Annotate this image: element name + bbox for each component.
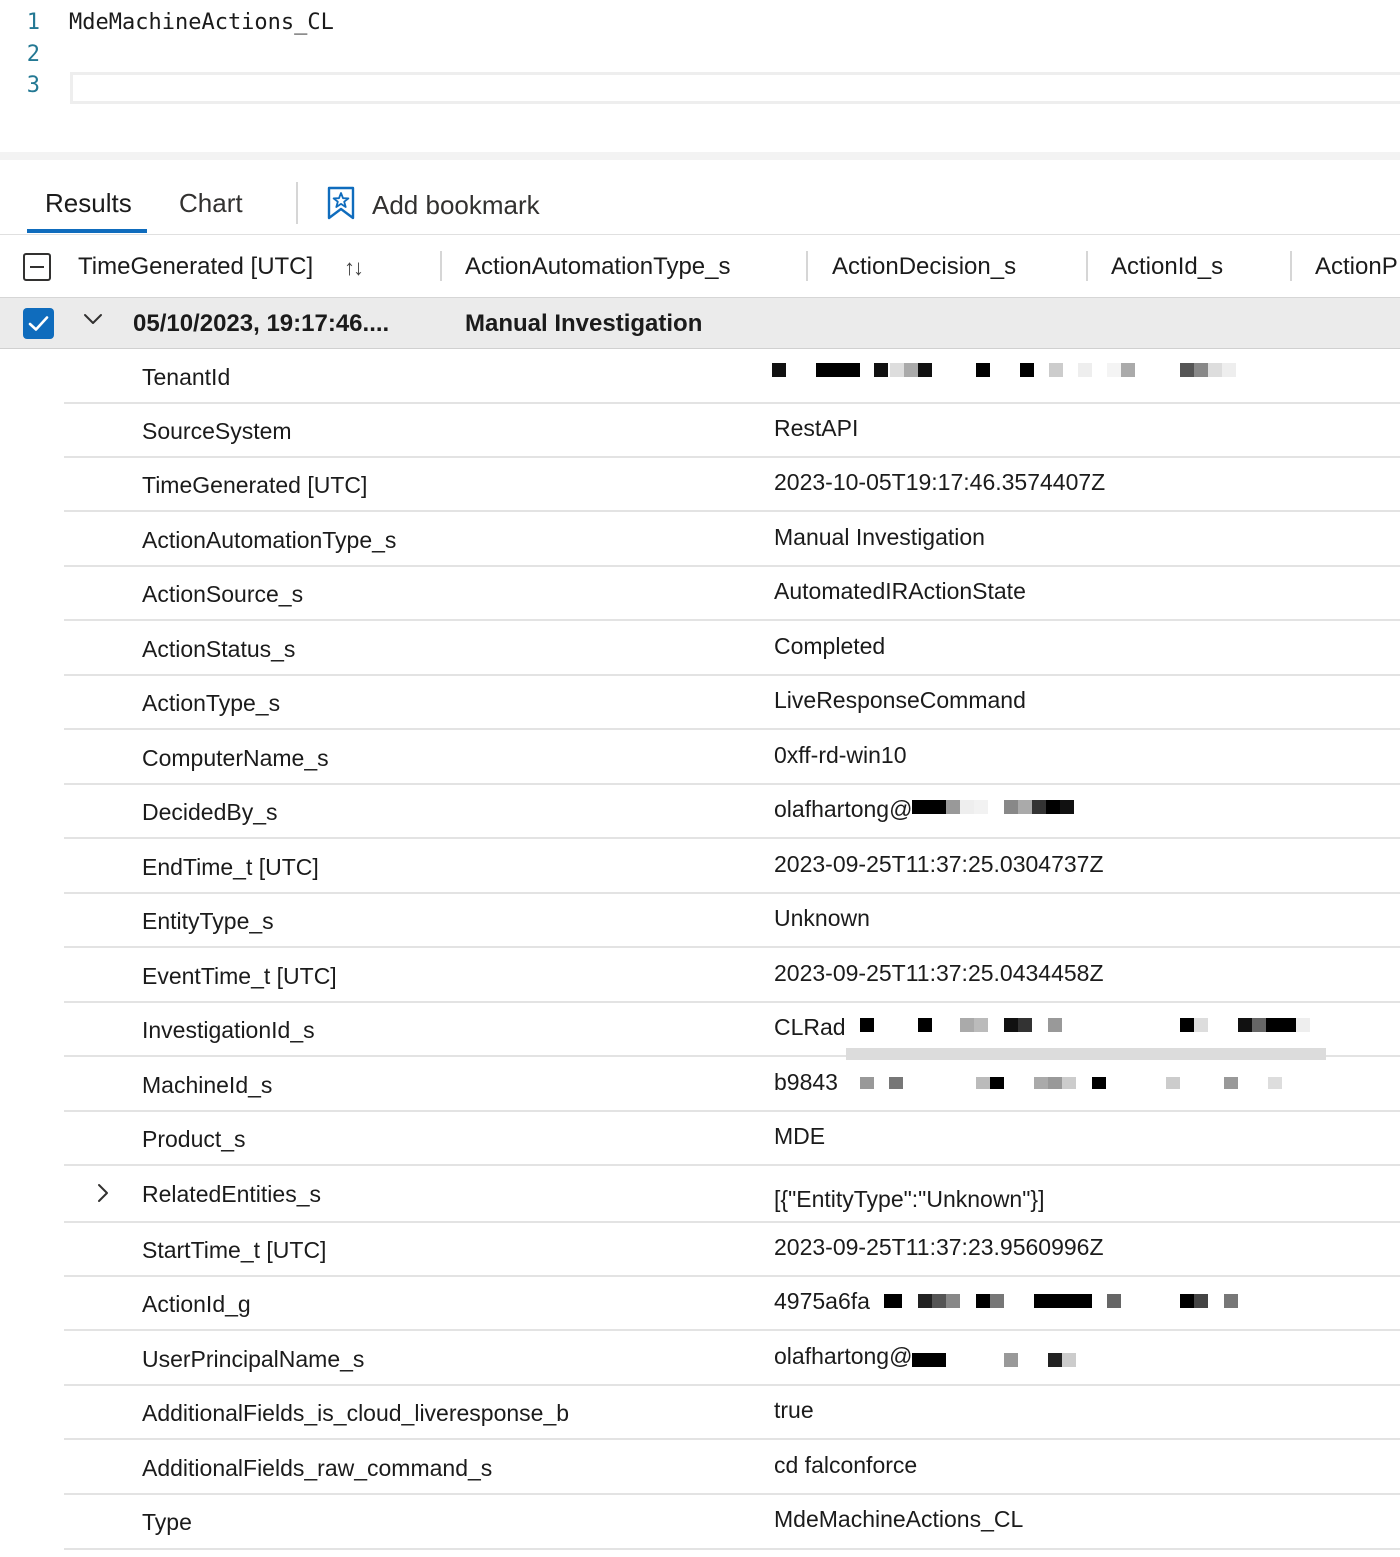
line-number: 3 — [26, 73, 40, 98]
detail-row — [64, 1276, 1400, 1331]
detail-key: TimeGenerated [UTC] — [142, 472, 368, 498]
detail-key: EntityType_s — [142, 908, 274, 934]
detail-key: ActionType_s — [142, 690, 281, 716]
detail-value: [{"EntityType":"Unknown"}] — [774, 1186, 1045, 1212]
detail-value: Manual Investigation — [774, 524, 985, 550]
checkmark-icon — [28, 315, 49, 332]
column-resizer[interactable] — [1086, 251, 1088, 281]
detail-row — [64, 1494, 1400, 1550]
line-number: 1 — [26, 10, 40, 35]
detail-row — [64, 566, 1400, 621]
detail-row — [64, 1385, 1400, 1440]
editor-results-splitter[interactable] — [0, 152, 1400, 160]
detail-row — [64, 1111, 1400, 1166]
detail-row — [64, 457, 1400, 512]
detail-key: ActionAutomationType_s — [142, 527, 397, 553]
column-header-actionautomationtype[interactable]: ActionAutomationType_s — [465, 253, 731, 280]
column-resizer[interactable] — [440, 251, 442, 281]
detail-key: ActionSource_s — [142, 581, 304, 607]
row-checkbox[interactable] — [23, 308, 54, 339]
bookmark-star-icon[interactable] — [326, 186, 356, 220]
detail-row — [64, 403, 1400, 458]
column-header-actionid[interactable]: ActionId_s — [1111, 253, 1224, 280]
detail-value: 2023-10-05T19:17:46.3574407Z — [774, 469, 1106, 495]
column-header-actiondecision[interactable]: ActionDecision_s — [832, 253, 1017, 280]
detail-value: RestAPI — [774, 415, 859, 441]
detail-row — [64, 1057, 1400, 1112]
detail-value: AutomatedIRActionState — [774, 578, 1026, 604]
detail-value: olafhartong@ — [774, 1343, 913, 1369]
detail-value: 2023-09-25T11:37:23.9560996Z — [774, 1234, 1104, 1260]
tab-results-indicator — [27, 229, 147, 233]
detail-key: EndTime_t [UTC] — [142, 854, 319, 880]
detail-row — [64, 784, 1400, 839]
tab-results[interactable]: Results — [45, 188, 132, 218]
detail-row — [64, 1222, 1400, 1277]
detail-key: AdditionalFields_is_cloud_liveresponse_b — [142, 1400, 570, 1426]
add-bookmark-button[interactable]: Add bookmark — [372, 190, 540, 220]
toolbar-divider — [296, 182, 298, 224]
table-row-selected[interactable] — [0, 298, 1400, 349]
detail-row — [64, 893, 1400, 948]
detail-value: 4975a6fa — [774, 1288, 870, 1314]
detail-value: cd falconforce — [774, 1452, 918, 1478]
detail-value: CLRad — [774, 1014, 846, 1040]
detail-key: ActionStatus_s — [142, 636, 296, 662]
detail-key: UserPrincipalName_s — [142, 1346, 365, 1372]
column-resizer[interactable] — [1290, 251, 1292, 281]
detail-row — [64, 1331, 1400, 1386]
detail-row — [64, 730, 1400, 785]
results-toolbar — [0, 160, 1400, 234]
detail-row — [64, 1440, 1400, 1495]
detail-key: ComputerName_s — [142, 745, 329, 771]
detail-value: 2023-09-25T11:37:25.0304737Z — [774, 851, 1104, 877]
detail-key: RelatedEntities_s — [142, 1181, 321, 1207]
detail-key: ActionId_g — [142, 1291, 251, 1317]
detail-value: Unknown — [774, 905, 870, 931]
detail-key: EventTime_t [UTC] — [142, 963, 337, 989]
query-line[interactable]: MdeMachineActions_CL — [69, 10, 334, 35]
column-resizer[interactable] — [806, 251, 808, 281]
detail-value: olafhartong@ — [774, 796, 913, 822]
column-header-timegenerated[interactable]: TimeGenerated [UTC] — [78, 253, 314, 280]
detail-key: InvestigationId_s — [142, 1017, 315, 1043]
detail-row — [64, 675, 1400, 730]
detail-value: 0xff-rd-win10 — [774, 742, 907, 768]
detail-row — [64, 512, 1400, 567]
line-number: 2 — [26, 42, 40, 67]
grid-header — [0, 234, 1400, 299]
detail-value: LiveResponseCommand — [774, 687, 1026, 713]
detail-key: TenantId — [142, 364, 231, 390]
detail-row — [64, 349, 1400, 404]
chevron-right-icon[interactable] — [96, 1183, 110, 1208]
detail-key: Product_s — [142, 1126, 246, 1152]
detail-key: AdditionalFields_raw_command_s — [142, 1455, 493, 1481]
cell-timegenerated: 05/10/2023, 19:17:46.... — [133, 310, 390, 337]
detail-row — [64, 948, 1400, 1003]
detail-key: MachineId_s — [142, 1072, 273, 1098]
tab-chart[interactable]: Chart — [179, 188, 243, 218]
detail-value: true — [774, 1397, 814, 1423]
detail-key: DecidedBy_s — [142, 799, 278, 825]
detail-row — [64, 839, 1400, 894]
detail-key: StartTime_t [UTC] — [142, 1237, 327, 1263]
query-editor[interactable] — [0, 0, 1400, 152]
column-header-actionp[interactable]: ActionP — [1315, 253, 1398, 280]
select-all-checkbox[interactable] — [23, 253, 51, 281]
cell-actionautomationtype: Manual Investigation — [465, 310, 703, 337]
detail-value: Completed — [774, 633, 886, 659]
sort-icon[interactable]: ↑↓ — [344, 255, 362, 280]
chevron-down-icon[interactable] — [83, 312, 103, 331]
detail-value: MdeMachineActions_CL — [774, 1506, 1024, 1532]
detail-row-expandable[interactable] — [64, 1166, 1400, 1223]
detail-value: 2023-09-25T11:37:25.0434458Z — [774, 960, 1104, 986]
detail-key: Type — [142, 1509, 192, 1535]
detail-row — [64, 621, 1400, 676]
detail-value: b9843 — [774, 1069, 838, 1095]
current-line-highlight[interactable] — [70, 72, 1400, 104]
detail-value: MDE — [774, 1123, 826, 1149]
detail-key: SourceSystem — [142, 418, 292, 444]
